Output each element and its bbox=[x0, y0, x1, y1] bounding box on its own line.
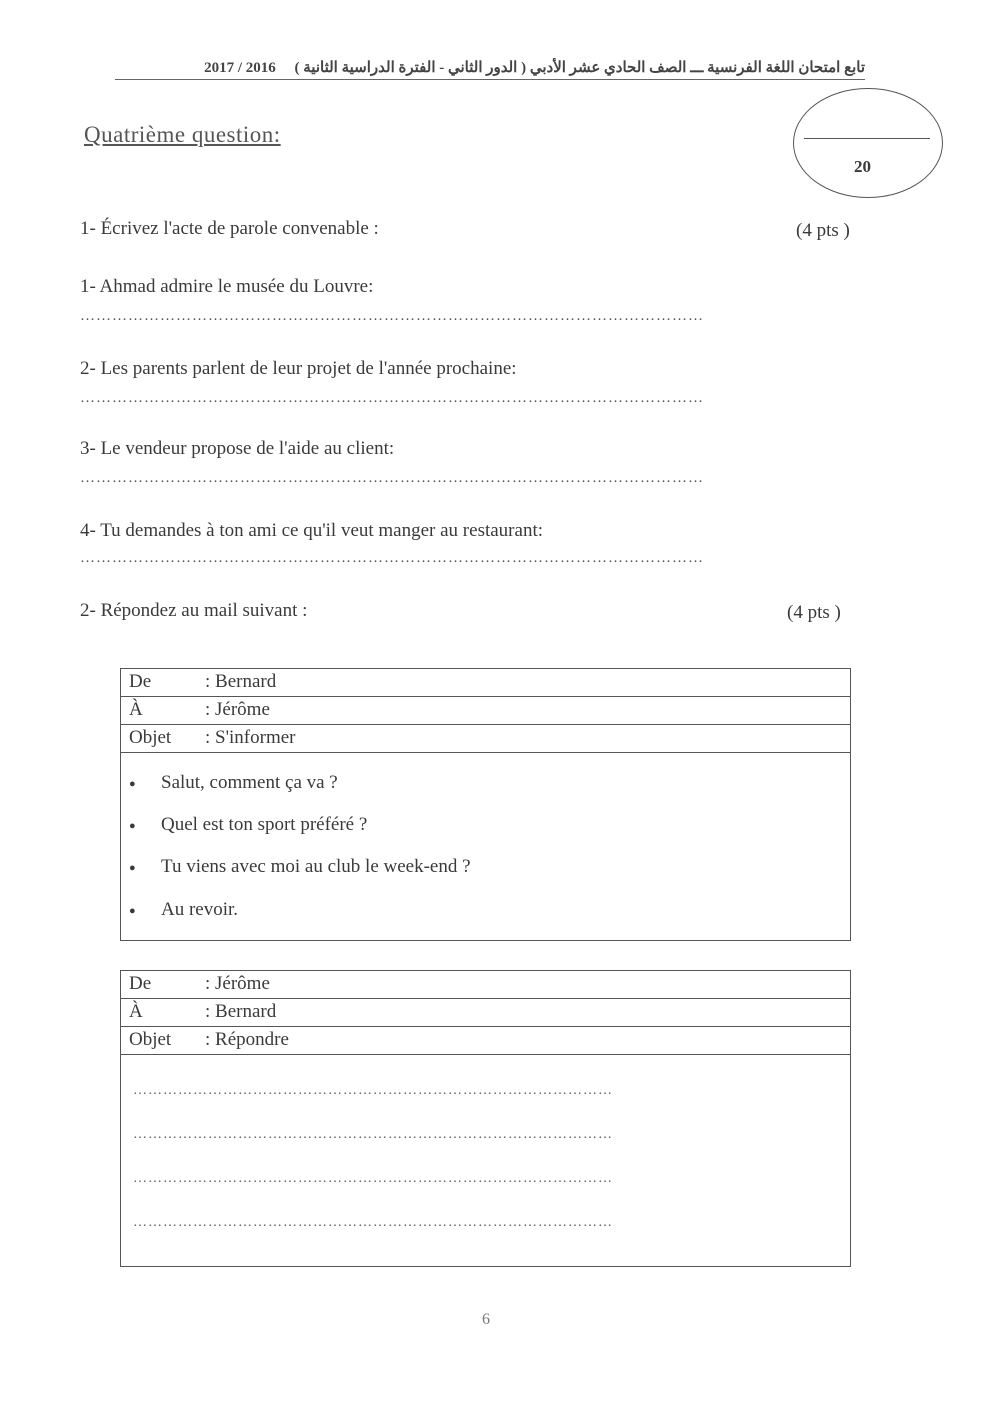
mail-body-line bbox=[129, 899, 238, 921]
mail-body-text: Tu viens avec moi au club le week-end ? bbox=[161, 856, 471, 877]
mail-field-label: De bbox=[129, 973, 152, 994]
mail-body-line bbox=[129, 814, 367, 836]
mail-body-line bbox=[129, 856, 471, 878]
mail-reply-subject-row bbox=[121, 1027, 850, 1055]
mail-reply-from-row bbox=[121, 971, 850, 999]
mail-body-text: Salut, comment ça va ? bbox=[161, 772, 338, 793]
mail-field-value: : Jérôme bbox=[205, 699, 270, 720]
mail-field-value: : Bernard bbox=[205, 1001, 277, 1022]
mail-field-value: : Répondre bbox=[205, 1029, 289, 1050]
mail-field-label: Objet bbox=[129, 727, 172, 748]
bullet-icon: ● bbox=[129, 861, 136, 874]
reply-answer-line[interactable]: …………………………………………………………………………………… bbox=[133, 1215, 613, 1230]
mail-received-subject-row bbox=[121, 725, 850, 753]
mail-body-text: Au revoir. bbox=[161, 899, 239, 920]
part1-instruction: 1- Écrivez l'acte de parole convenable : bbox=[80, 218, 379, 239]
score-total: 20 bbox=[854, 157, 871, 176]
score-box bbox=[793, 88, 943, 198]
mail-reply bbox=[120, 970, 851, 1267]
answer-line-2[interactable]: ……………………………………………………………………………………………………… bbox=[80, 390, 704, 406]
mail-field-label: À bbox=[129, 1001, 143, 1022]
mail-reply-to-row bbox=[121, 999, 850, 1027]
mail-body-line bbox=[129, 772, 338, 794]
page-number: 6 bbox=[482, 1311, 490, 1328]
part1-item-3: 3- Le vendeur propose de l'aide au client: bbox=[80, 438, 395, 459]
exam-header bbox=[115, 58, 865, 80]
mail-field-value: : S'informer bbox=[205, 727, 296, 748]
part1-item-4: 4- Tu demandes à ton ami ce qu'il veut manger au restaurant: bbox=[80, 520, 543, 541]
part2-points: (4 pts ) bbox=[787, 602, 841, 623]
part1-points: (4 pts ) bbox=[796, 220, 850, 241]
question-title: Quatrième question: bbox=[84, 122, 281, 147]
answer-line-4[interactable]: ……………………………………………………………………………………………………… bbox=[80, 550, 704, 566]
part1-item-1: 1- Ahmad admire le musée du Louvre: bbox=[80, 276, 374, 297]
bullet-icon: ● bbox=[129, 777, 136, 790]
mail-received bbox=[120, 668, 851, 941]
mail-field-label: À bbox=[129, 699, 143, 720]
mail-field-label: De bbox=[129, 671, 152, 692]
part2-instruction: 2- Répondez au mail suivant : bbox=[80, 600, 308, 621]
answer-line-1[interactable]: ……………………………………………………………………………………………………… bbox=[80, 308, 704, 324]
reply-answer-line[interactable]: …………………………………………………………………………………… bbox=[133, 1171, 613, 1186]
exam-header-subject: تابع امتحان اللغة الفرنسية ـــ الصف الحادي عشر الأدبي ( الدور الثاني - الفترة الدراسية الثانية ) bbox=[294, 60, 865, 76]
answer-line-3[interactable]: ……………………………………………………………………………………………………… bbox=[80, 470, 704, 486]
mail-field-label: Objet bbox=[129, 1029, 172, 1050]
reply-answer-line[interactable]: …………………………………………………………………………………… bbox=[133, 1127, 613, 1142]
mail-field-value: : Bernard bbox=[205, 671, 277, 692]
score-divider bbox=[804, 138, 930, 139]
bullet-icon: ● bbox=[129, 904, 136, 917]
exam-header-year: 2017 / 2016 bbox=[204, 60, 276, 76]
part1-item-2: 2- Les parents parlent de leur projet de l'année prochaine: bbox=[80, 358, 517, 379]
reply-answer-line[interactable]: …………………………………………………………………………………… bbox=[133, 1083, 613, 1098]
mail-received-to-row bbox=[121, 697, 850, 725]
mail-field-value: : Jérôme bbox=[205, 973, 270, 994]
mail-received-from-row bbox=[121, 669, 850, 697]
bullet-icon: ● bbox=[129, 819, 136, 832]
mail-body-text: Quel est ton sport préféré ? bbox=[161, 814, 368, 835]
